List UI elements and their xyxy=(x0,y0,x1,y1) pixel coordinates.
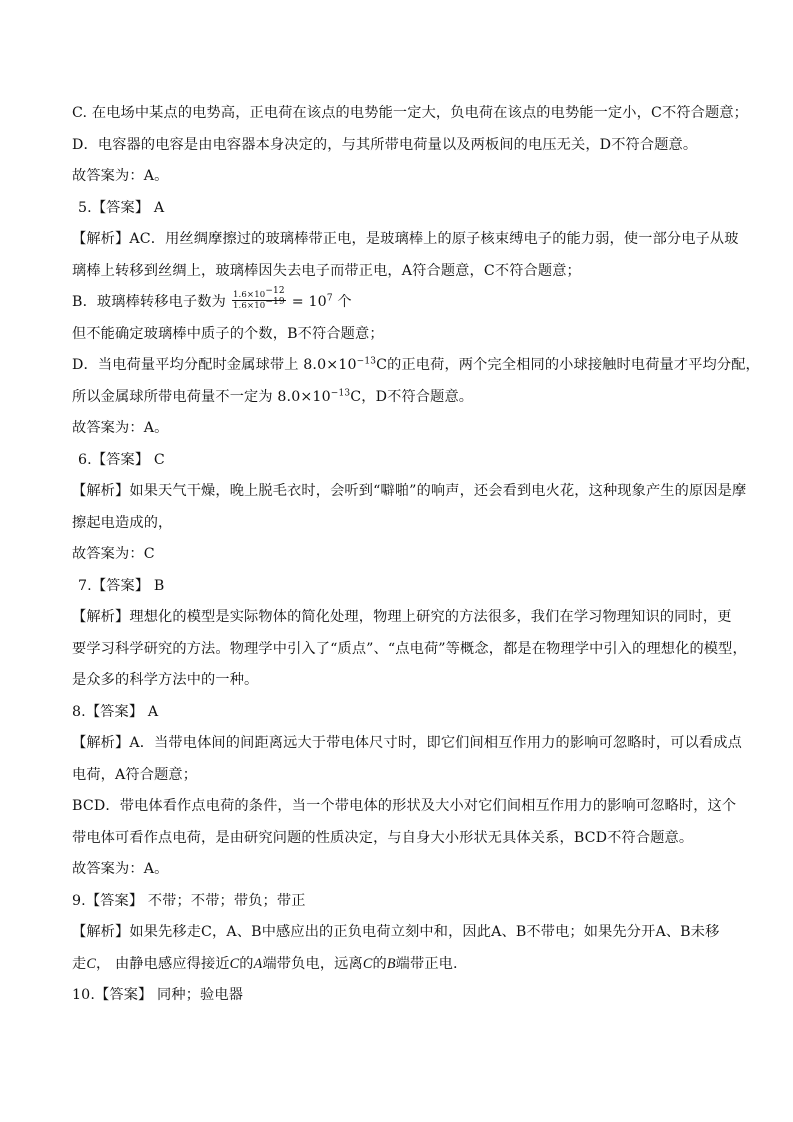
text-line: BCD．带电体看作点电荷的条件，当一个带电体的形状及大小对它们间相互作用力的影响可忽略时，这个 xyxy=(72,798,737,814)
answer-heading-9: 9.【答案】 不带；不带；带负；带正 xyxy=(72,892,306,909)
text-line: 【解析】如果先移走C，A、B中感应出的正负电荷立刻中和，因此A、B不带电；如果先分开A、B未移 xyxy=(72,924,720,940)
answer-heading-8: 8.【答案】 A xyxy=(72,703,159,720)
formula-line xyxy=(72,287,732,319)
text-line: 所以金属球所带电荷量不一定为 $8.0\times 10^{-13}C$，D不符合题意。 xyxy=(72,387,474,405)
text-line: 故答案为：A。 xyxy=(72,861,169,877)
document-page xyxy=(72,98,760,1012)
answer-heading-10: 10.【答案】 同种；验电器 xyxy=(72,987,244,1003)
text-line: 【解析】如果天气干燥，晚上脱毛衣时，会听到“噼啪”的响声，还会看到电火花，这种现象产生的原因是摩 xyxy=(72,483,747,499)
text-line: 【解析】AC．用丝绸摩擦过的玻璃棒带正电，是玻璃棒上的原子核束缚电子的能力弱，使一部分电子从玻 xyxy=(72,231,739,247)
fraction-numerator: $1.6\times 10^{-12}$ xyxy=(232,285,285,300)
answer-heading-5: 5.【答案】 A xyxy=(78,199,165,216)
answer-heading-7: 7.【答案】 B xyxy=(78,577,165,594)
text-line: 故答案为：A。 xyxy=(72,420,169,436)
text-line: 但不能确定玻璃棒中质子的个数，B不符合题意； xyxy=(72,325,384,342)
formula-prefix: B．玻璃棒转移电子数为 xyxy=(72,294,226,310)
fraction xyxy=(232,285,286,311)
text-line: 是众多的科学方法中的一种。 xyxy=(72,672,259,688)
text-line: C. 在电场中某点的电势高，正电荷在该点的电势能一定大，负电荷在该点的电势能一定小，C不符合题意； xyxy=(72,105,749,121)
text-line: 要学习科学研究的方法。物理学中引入了“质点”、“点电荷”等概念，都是在物理学中引入的理想化的模型， xyxy=(72,640,747,657)
text-line: 擦起电造成的， xyxy=(72,514,173,531)
text-line: D．当电荷量平均分配时金属球带上 $8.0\times 10^{-13}C$的正电荷，两个完全相同的小球接触时电荷量才平均分配， xyxy=(72,356,760,373)
formula-equals: = $10^7$ 个 xyxy=(291,293,352,310)
text-line: 【解析】A．当带电体间的间距离远大于带电体尺寸时，即它们间相互作用力的影响可忽略时，可以看成点 xyxy=(72,735,742,751)
text-line: 故答案为：C xyxy=(72,546,155,562)
text-line: 走C， 由静电感应得接近C的A端带负电，远离C的B端带正电. xyxy=(72,955,458,972)
text-line: 【解析】理想化的模型是实际物体的简化处理，物理上研究的方法很多，我们在学习物理知识的同时，更 xyxy=(72,609,732,625)
text-line: 电荷，A符合题意； xyxy=(72,766,198,783)
text-line: D．电容器的电容是由电容器本身决定的，与其所带电荷量以及两板间的电压无关，D不符合题意。 xyxy=(72,136,698,153)
answer-heading-6: 6.【答案】 C xyxy=(78,451,165,468)
fraction-denominator: $1.6\times 10^{-19}$ xyxy=(232,296,285,311)
text-line: 带电体可看作点电荷，是由研究问题的性质决定，与自身大小形状无具体关系，BCD不符合题意。 xyxy=(72,829,694,846)
text-line: 璃棒上转移到丝绸上，玻璃棒因失去电子而带正电，A符合题意，C不符合题意； xyxy=(72,262,581,279)
text-line: 故答案为：A。 xyxy=(72,168,169,184)
